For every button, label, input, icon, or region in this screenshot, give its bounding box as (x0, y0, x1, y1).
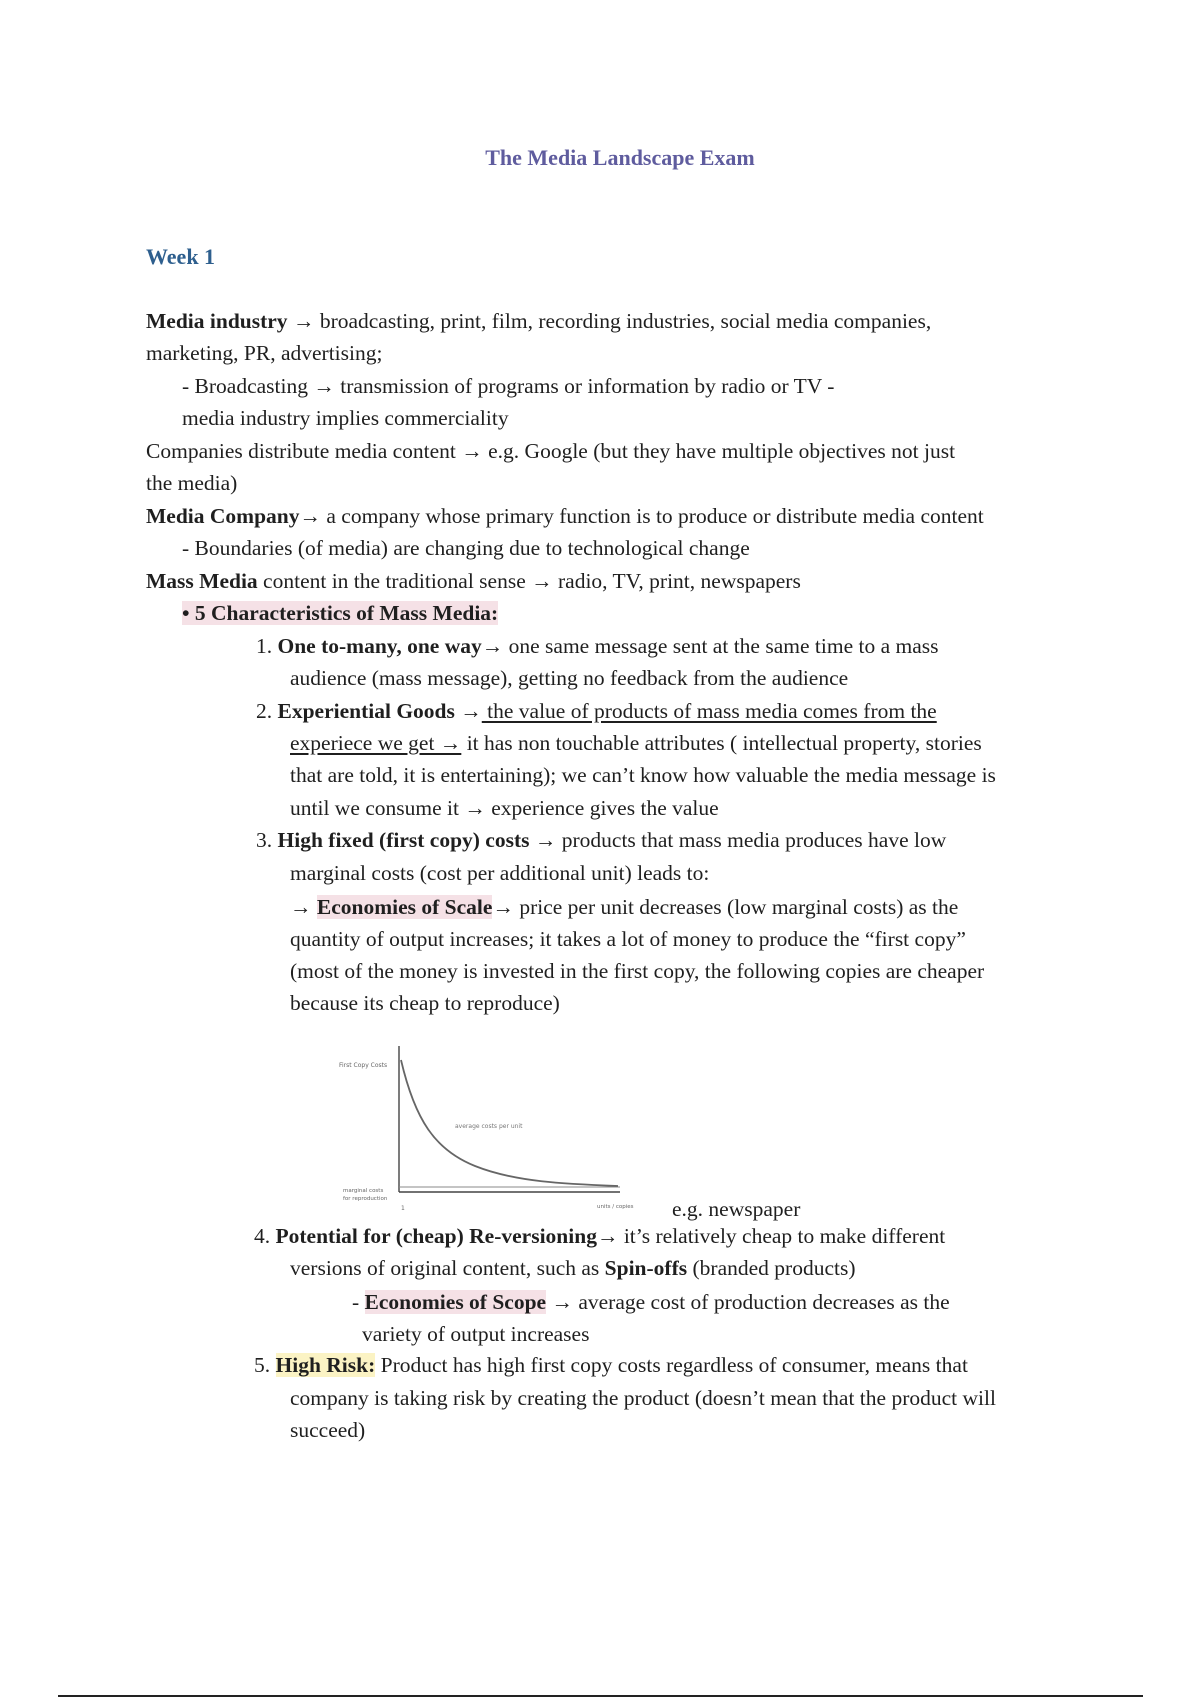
page-bottom-rule (58, 1695, 1143, 1697)
term-media-company: Media Company (146, 504, 300, 528)
list-item-2-cont-3: until we consume it → experience gives the value (290, 796, 719, 820)
list-item-5: 5. High Risk: Product has high first copy costs regardless of consumer, means that (254, 1353, 968, 1377)
figure-x-label: units / copies (597, 1204, 634, 1210)
line-boundaries: - Boundaries (of media) are changing due to technological change (182, 536, 750, 560)
line-mass-media: Mass Media content in the traditional sense → radio, TV, print, newspapers (146, 569, 801, 593)
list-item-2: 2. Experiential Goods → the value of products of mass media comes from the (256, 699, 937, 723)
list-item-4-cont-1: versions of original content, such as Spin-offs (branded products) (290, 1256, 856, 1280)
list-item-3-cont-1: marginal costs (cost per additional unit) leads to: (290, 861, 710, 885)
line-companies-cont: the media) (146, 471, 238, 495)
line-media-company: Media Company→ a company whose primary function is to produce or distribute media content (146, 504, 984, 528)
term-media-industry: Media industry (146, 309, 288, 333)
list-item-4: 4. Potential for (cheap) Re-versioning→ it’s relatively cheap to make different (254, 1224, 946, 1248)
document-title: The Media Landscape Exam (485, 145, 755, 170)
list-item-3: 3. High fixed (first copy) costs → products that mass media produces have low (256, 828, 947, 852)
list-item-4-cont-3: variety of output increases (362, 1322, 590, 1346)
figure-floor-label-1: marginal costs (343, 1188, 384, 1194)
figure-curve-label: average costs per unit (455, 1123, 523, 1130)
line-companies: Companies distribute media content → e.g. Google (but they have multiple objectives not just (146, 439, 956, 463)
term-high-risk: High Risk: (275, 1353, 376, 1377)
characteristics-heading: • 5 Characteristics of Mass Media: (182, 601, 499, 625)
list-item-4-cont-2: - Economies of Scope → average cost of production decreases as the (352, 1290, 950, 1314)
term-spin-offs: Spin-offs (604, 1256, 688, 1280)
line-broadcasting-cont: media industry implies commerciality (182, 406, 509, 430)
term-economies-of-scope: Economies of Scope (364, 1290, 547, 1314)
list-item-5-cont-1: company is taking risk by creating the product (doesn’t mean that the product will (290, 1386, 996, 1410)
list-item-1-cont: audience (mass message), getting no feedback from the audience (290, 666, 849, 690)
list-item-2-cont-2: that are told, it is entertaining); we can’t know how valuable the media message is (290, 763, 996, 787)
line-media-industry: Media industry → broadcasting, print, film, recording industries, social media companies, (146, 309, 932, 333)
figure-y-label: First Copy Costs (339, 1062, 388, 1069)
list-item-2-cont-1: experiece we get → it has non touchable attributes ( intellectual property, stories (290, 731, 982, 755)
line-media-industry-cont: marketing, PR, advertising; (146, 341, 383, 365)
list-item-5-cont-2: succeed) (290, 1418, 366, 1442)
bullet-characteristics (182, 597, 498, 629)
list-item-3-cont-4: (most of the money is invested in the first copy, the following copies are cheaper (290, 959, 985, 983)
term-mass-media: Mass Media (146, 569, 258, 593)
list-item-3-cont-2: → Economies of Scale→ price per unit decreases (low marginal costs) as the (290, 895, 959, 919)
list-item-3-cont-3: quantity of output increases; it takes a lot of money to produce the “first copy” (290, 927, 966, 951)
section-heading-week-1: Week 1 (146, 244, 216, 269)
figure-floor-label-2: for reproduction (343, 1196, 388, 1202)
cost-curve-figure (335, 1040, 645, 1215)
figure-origin-label: 1 (401, 1205, 405, 1212)
term-economies-of-scale: Economies of Scale (316, 895, 493, 919)
line-broadcasting: - Broadcasting → transmission of programs or information by radio or TV - (182, 374, 835, 398)
figure-example-caption: e.g. newspaper (672, 1197, 801, 1221)
list-item-3-cont-5: because its cheap to reproduce) (290, 991, 560, 1015)
list-item-1: 1. One to-many, one way→ one same message sent at the same time to a mass (256, 634, 939, 658)
